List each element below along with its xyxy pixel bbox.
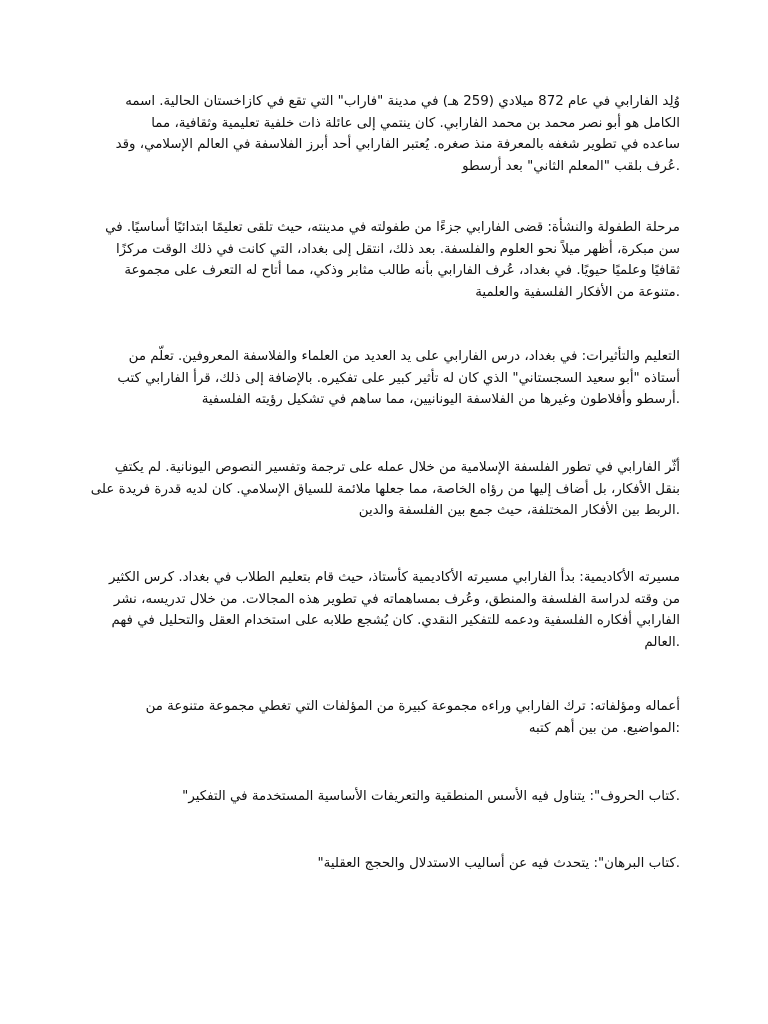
paragraph-line: التعليم والتأثيرات: في بغداد، درس الفارابي على يد العديد من العلماء والفلاسفة المعروفين. تعلّم من	[128, 349, 680, 364]
paragraph-academic-career	[88, 567, 680, 653]
paragraph-works	[88, 696, 680, 739]
paragraph-line: .كتاب البرهان": يتحدث فيه عن أساليب الاستدلال والحجج العقلية"	[317, 856, 680, 871]
paragraph-line: .أرسطو وأفلاطون وغيرها من الفلاسفة اليونانيين، مما ساهم في تشكيل رؤيته الفلسفية	[201, 392, 680, 407]
paragraph-book-letters	[88, 786, 680, 808]
paragraph-line: ثقافيًا وعلميًا حيويًا. في بغداد، عُرف الفارابي بأنه طالب مثابر وذكي، مما أتاح له التعرف على مجموعة	[124, 263, 680, 278]
paragraph-childhood	[88, 217, 680, 303]
paragraph-influence	[88, 457, 680, 522]
paragraph-line: ساعده في تطوير شغفه بالمعرفة منذ صغره. يُعتبر الفارابي أحد أبرز الفلاسفة في العالم الإسلامي، وقد	[115, 137, 680, 152]
paragraph-line: الفارابي أفكاره الفلسفية ودعمه للتفكير النقدي. كان يُشجع طلابه على استخدام العقل والتحليل في فهم	[111, 613, 680, 628]
paragraph-line: :المواضيع. من بين أهم كتبه	[528, 720, 680, 736]
paragraph-birth	[88, 91, 680, 177]
paragraph-line: .العالم	[644, 634, 680, 650]
paragraph-line: من وقته لدراسة الفلسفة والمنطق، وعُرف بمساهماته في تطوير هذه المجالات. من خلال تدريسه، نشر	[113, 591, 680, 607]
paragraph-line: أثّر الفارابي في تطور الفلسفة الإسلامية من خلال عمله على ترجمة وتفسير النصوص اليونانية. لم يكتفِ	[114, 460, 680, 475]
paragraph-line: وُلِد الفارابي في عام 872 ميلادي (259 هـ) في مدينة "فاراب" التي تقع في كازاخستان الحالية. اسمه	[125, 94, 680, 109]
paragraph-line: الكامل هو أبو نصر محمد بن محمد الفارابي. كان ينتمي إلى عائلة ذات خلفية تعليمية وثقافية، مما	[151, 115, 680, 131]
paragraph-line: .عُرف بلقب "المعلم الثاني" بعد أرسطو	[462, 158, 680, 174]
paragraph-line: مسيرته الأكاديمية: بدأ الفارابي مسيرته الأكاديمية كأستاذ، حيث قام بتعليم الطلاب في بغداد. كرس الكثير	[109, 570, 680, 585]
paragraph-line: .متنوعة من الأفكار الفلسفية والعلمية	[475, 284, 680, 300]
paragraph-education	[88, 346, 680, 411]
paragraph-line: أعماله ومؤلفاته: ترك الفارابي وراءه مجموعة كبيرة من المؤلفات التي تغطي مجموعة متنوعة من	[145, 699, 680, 714]
paragraph-line: أستاذه "أبو سعيد السجستاني" الذي كان له تأثير كبير على تفكيره. بالإضافة إلى ذلك، قرأ الفارابي كتب	[117, 370, 680, 386]
paragraph-line: سن مبكرة، أظهر ميلاً نحو العلوم والفلسفة. بعد ذلك، انتقل إلى بغداد، التي كانت في ذلك الوقت مركزًا	[115, 241, 680, 257]
paragraph-line: بنقل الأفكار، بل أضاف إليها من رؤاه الخاصة، مما جعلها ملائمة للسياق الإسلامي. كان لديه قدرة فريدة على	[90, 481, 680, 497]
paragraph-book-demonstration	[88, 853, 680, 875]
paragraph-line: مرحلة الطفولة والنشأة: قضى الفارابي جزءًا من طفولته في مدينته، حيث تلقى تعليمًا ابتدائيًا أساسيًا. في	[105, 220, 680, 235]
paragraph-line: .كتاب الحروف": يتناول فيه الأسس المنطقية والتعريفات الأساسية المستخدمة في التفكير"	[182, 789, 680, 804]
paragraph-line: .الربط بين الأفكار المختلفة، حيث جمع بين الفلسفة والدين	[358, 503, 680, 518]
